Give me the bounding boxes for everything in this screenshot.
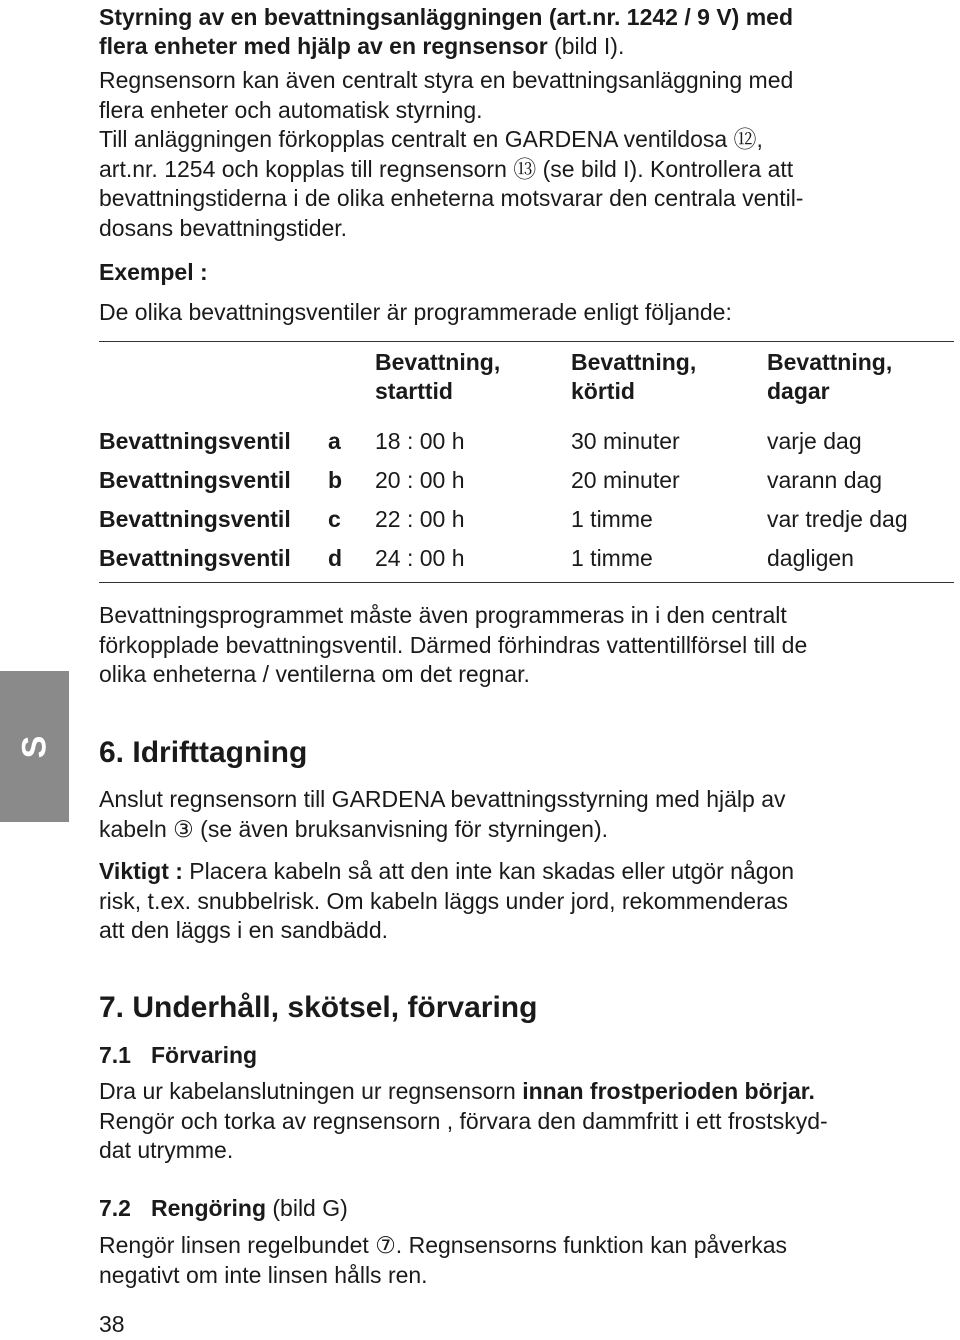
valve-name: Bevattningsventil: [99, 545, 291, 571]
sub1-line-1-bold: innan frostperioden börjar.: [522, 1078, 815, 1104]
body1-line-6: dosans bevattningstider.: [99, 214, 348, 241]
body1-line-5: bevattningstiderna i de olika enheterna motsvarar den centrala ventil-: [99, 185, 804, 211]
valve-duration: 1 timme: [571, 545, 653, 571]
valve-letter: b: [328, 467, 343, 493]
section-7-title: 7. Underhåll, skötsel, förvaring: [99, 991, 538, 1024]
valve-start-time: 24 : 00 h: [375, 545, 465, 571]
valve-start-time: 20 : 00 h: [375, 467, 465, 493]
section6-line-2: kabeln ③ (se även bruksanvisning för styrningen).: [99, 815, 608, 842]
subsection-7-2-ref: (bild G): [266, 1195, 348, 1221]
sub2-line-2: negativt om inte linsen hålls ren.: [99, 1261, 428, 1288]
body2-line-2: förkopplade bevattningsventil. Därmed förhindras vattentillförsel till de: [99, 631, 808, 658]
important-line-1: [99, 857, 794, 887]
intro-heading: [99, 3, 793, 62]
subsection-7-1-number: 7.1: [99, 1042, 131, 1068]
subsection-7-2-label: Rengöring: [151, 1195, 266, 1221]
valve-duration: 1 timme: [571, 506, 653, 532]
example-text: De olika bevattningsventiler är programmerade enligt följande:: [99, 299, 732, 325]
valve-days: dagligen: [767, 545, 854, 571]
body1-line-1: Regnsensorn kan även centralt styra en bevattningsanläggning med: [99, 67, 794, 93]
section-6-paragraph: [99, 785, 786, 844]
intro-line-1: Styrning av en bevattningsanläggningen (art.nr. 1242 / 9 V) med: [99, 4, 793, 30]
important-label: Viktigt :: [99, 858, 183, 884]
intro-line-2-rest: (bild I).: [547, 33, 625, 59]
valve-letter: c: [328, 506, 341, 532]
valve-days: var tredje dag: [767, 506, 908, 532]
subsection-7-2-number: 7.2: [99, 1195, 131, 1221]
sub1-line-2: Rengör och torka av regnsensorn , förvara den dammfritt i ett frostskyd-: [99, 1107, 828, 1134]
sub1-line-1-start: Dra ur kabelanslutningen ur regnsensorn: [99, 1078, 523, 1104]
intro-line-2-bold: flera enheter med hjälp av en regnsensor: [99, 33, 548, 59]
table-row: [99, 426, 954, 456]
header-start-line-1: Bevattning,: [375, 349, 501, 375]
valve-duration: 30 minuter: [571, 428, 680, 454]
language-tab-label: S: [15, 735, 54, 758]
body1-line-2: flera enheter och automatisk styrning.: [99, 96, 483, 123]
valve-start-time: 18 : 00 h: [375, 428, 465, 454]
body-paragraph-2: [99, 601, 807, 690]
body-paragraph-1: [99, 66, 803, 243]
table-row: [99, 543, 954, 573]
subsection-7-1-label: Förvaring: [151, 1042, 258, 1068]
intro-line-2: [99, 32, 793, 62]
header-duration-line-1: Bevattning,: [571, 349, 697, 375]
table-row: [99, 504, 954, 534]
body2-line-3: olika enheterna / ventilerna om det regnar.: [99, 661, 530, 687]
body1-line-3: Till anläggningen förkopplas centralt en GARDENA ventildosa ⑫,: [99, 126, 763, 152]
table-top-rule: [99, 341, 954, 342]
subsection-7-1-title: [99, 1041, 257, 1070]
table-header-days: [767, 348, 892, 406]
page-number: 38: [99, 1311, 125, 1337]
important-text-1: Placera kabeln så att den inte kan skadas eller utgör någon: [182, 858, 795, 884]
table-bottom-rule: [99, 582, 954, 583]
valve-name: Bevattningsventil: [99, 467, 291, 493]
important-line-2: risk, t.ex. snubbelrisk. Om kabeln läggs under jord, rekommenderas: [99, 887, 789, 914]
valve-days: varann dag: [767, 467, 883, 493]
section-6-title: 6. Idrifttagning: [99, 736, 308, 769]
header-start-line-2: starttid: [375, 378, 453, 404]
subsection-7-2-title: [99, 1194, 348, 1223]
table-header-start: [375, 348, 500, 406]
valve-letter: a: [328, 428, 341, 454]
valve-duration: 20 minuter: [571, 467, 680, 493]
section6-line-1: Anslut regnsensorn till GARDENA bevattningsstyrning med hjälp av: [99, 786, 786, 812]
subsection-7-1-paragraph: [99, 1077, 828, 1166]
valve-letter: d: [328, 545, 343, 571]
valve-name: Bevattningsventil: [99, 428, 291, 454]
subsection-7-2-paragraph: [99, 1231, 787, 1290]
table-header-duration: [571, 348, 696, 406]
header-duration-line-2: körtid: [571, 378, 635, 404]
valve-name: Bevattningsventil: [99, 506, 291, 532]
body1-line-4: art.nr. 1254 och kopplas till regnsensorn ⑬ (se bild I). Kontrollera att: [99, 155, 794, 182]
body2-line-1: Bevattningsprogrammet måste även programmeras in i den centralt: [99, 602, 787, 628]
valve-start-time: 22 : 00 h: [375, 506, 465, 532]
header-days-line-1: Bevattning,: [767, 349, 893, 375]
header-days-line-2: dagar: [767, 378, 830, 404]
valve-days: varje dag: [767, 428, 862, 454]
sub1-line-3: dat utrymme.: [99, 1137, 234, 1163]
important-note: [99, 857, 794, 946]
sub2-line-1: Rengör linsen regelbundet ⑦. Regnsensorns funktion kan påverkas: [99, 1232, 788, 1258]
example-label: Exempel :: [99, 259, 208, 285]
important-line-3: att den läggs i en sandbädd.: [99, 917, 389, 943]
language-tab: [0, 671, 69, 822]
table-row: [99, 465, 954, 495]
sub1-line-1: [99, 1077, 828, 1107]
